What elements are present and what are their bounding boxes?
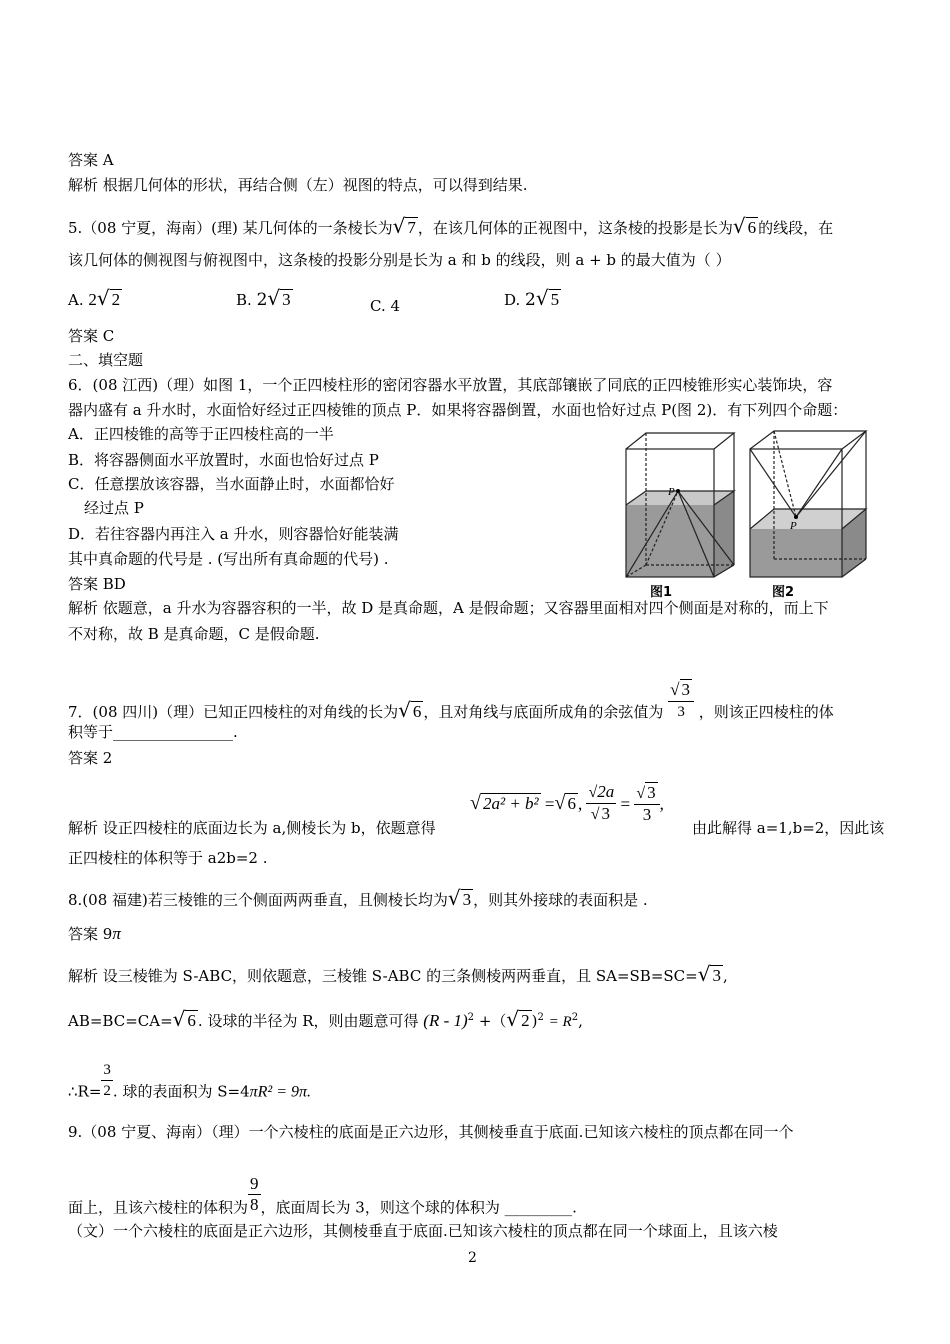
q7-analysis-c: 正四棱柱的体积等于 a2b=2 .: [68, 849, 268, 867]
q5-text-b: ，在该几何体的正视图中，这条棱的投影是长为: [417, 219, 733, 237]
sqrt-6: √ 6: [732, 214, 757, 238]
q5-answer: 答案 C: [68, 327, 115, 345]
q8-text-b: ，则其外接球的表面积是 .: [473, 891, 648, 909]
page-number: 2: [468, 1250, 477, 1266]
q8-analysis-2: AB=BC=CA=√ 6 . 设球的半径为 R，则由题意可得 (R - 1)$^2$ +（√ 2 )$^2 = R^2$,: [68, 1007, 583, 1031]
q7-text: 7．(08 四川)（理）已知正四棱柱的对角线的长为: [68, 703, 399, 721]
section-fill-in: 二、填空题: [68, 351, 144, 369]
q7-text-c: ，则该正四棱柱的体: [698, 703, 834, 721]
q6-option-c-cont: 经过点 P: [84, 499, 144, 517]
figure-2: [744, 425, 874, 601]
fig2-p-label: P: [790, 520, 797, 532]
q5-option-b: B. 2√ 3: [236, 286, 291, 310]
q7-answer: 答案 2: [68, 749, 113, 767]
q8-analysis-3: ∴R= $\frac{3}{2}$ . 球的表面积为 S=4πR² = 9π.: [68, 1062, 312, 1101]
q4-answer: 答案 A: [68, 151, 114, 169]
q6-line1: 6．(08 江西)（理）如图 1，一个正四棱柱形的密闭容器水平放置，其底部镶嵌了同底的正四棱锥形实心装饰块，容: [68, 376, 833, 394]
sqrt-3: √ 3: [447, 886, 472, 910]
q5-text: 5.（08 宁夏，海南）(理) 某几何体的一条棱长为: [68, 219, 393, 237]
q5-text-c: 的线段，在: [758, 219, 834, 237]
q6-analysis-1: 解析 依题意，a 升水为容器容积的一半，故 D 是真命题，A 是假命题；又容器里面相对四个侧面是对称的，而上下: [68, 599, 829, 617]
q7-line2: 积等于________________.: [68, 723, 238, 741]
q6-analysis-2: 不对称，故 B 是真命题，C 是假命题.: [68, 625, 320, 643]
fig1-p-label: P: [668, 486, 675, 498]
q8-answer: 答案 9π: [68, 924, 121, 943]
q4-analysis: 解析 根据几何体的形状，再结合侧（左）视图的特点，可以得到结果.: [68, 176, 528, 194]
q6-prompt: 其中真命题的代号是 . (写出所有真命题的代号) .: [68, 550, 389, 568]
q6-option-a: A．正四棱锥的高等于正四棱柱高的一半: [68, 425, 334, 443]
sqrt-7: √ 7: [392, 214, 416, 238]
q6-option-c: C．任意摆放该容器，当水面静止时，水面都恰好: [68, 475, 395, 493]
q7-equation: √ 2a² + b² =√ 6 , $\frac{√2a}{√ 3}$ = $\frac{√ 3}{3}$ ,: [470, 782, 664, 824]
figure-1: [618, 425, 738, 601]
q7-analysis-b: 由此解得 a=1,b=2，因此该: [692, 819, 885, 837]
q8-line1: [68, 888, 648, 910]
figure-2-caption: 图2: [772, 585, 795, 600]
q9-line3: （文）一个六棱柱的底面是正六边形，其侧棱垂直于底面.已知该六棱柱的顶点都在同一个球面上，且该六棱: [68, 1222, 778, 1240]
figure-1-drawing: [618, 425, 738, 601]
q5-line1: [68, 216, 833, 238]
q6-option-d: D．若往容器内再注入 a 升水，则容器恰好能装满: [68, 525, 399, 543]
q8-text: 8.(08 福建)若三棱锥的三个侧面两两垂直，且侧棱长均为: [68, 891, 448, 909]
q5-option-a: A. 2√ 2: [68, 286, 121, 310]
figure-2-drawing: [744, 425, 874, 601]
q9-line1: 9.（08 宁夏、海南）（理）一个六棱柱的底面是正六边形，其侧棱垂直于底面.已知该六棱柱的顶点都在同一个: [68, 1123, 794, 1141]
q6-answer: 答案 BD: [68, 575, 126, 593]
q7-text-b: ，且对角线与底面所成角的余弦值为: [423, 703, 664, 721]
q7-fraction: $\frac{√ 3}{3}$: [668, 680, 694, 722]
q5-line2: 该几何体的侧视图与俯视图中，这条棱的投影分别是长为 a 和 b 的线段，则 a + b 的最大值为（ ）: [68, 251, 731, 269]
q7-analysis: 解析 设正四棱柱的底面边长为 a,侧棱长为 b，依题意得: [68, 819, 436, 837]
q6-option-b: B．将容器侧面水平放置时，水面也恰好过点 P: [68, 451, 379, 469]
q8-analysis-1: 解析 设三棱锥为 S-ABC，则依题意，三棱锥 S-ABC 的三条侧棱两两垂直，且 SA=SB=SC=√ 3 ,: [68, 962, 728, 986]
figure-1-caption: 图1: [650, 585, 673, 600]
q5-option-c: C. 4: [370, 297, 401, 315]
q6-line2: 器内盛有 a 升水时，水面恰好经过正四棱锥的顶点 P．如果将容器倒置，水面也恰好过点 P(图 2)．有下列四个命题：: [68, 401, 848, 419]
sqrt-6: √ 6: [398, 698, 422, 722]
q5-option-d: D. 2√ 5: [504, 286, 560, 310]
q9-line2: 面上，且该六棱柱的体积为 $\frac{9}{8}$ ，底面周长为 3，则这个球的体积为 _________.: [68, 1174, 577, 1217]
